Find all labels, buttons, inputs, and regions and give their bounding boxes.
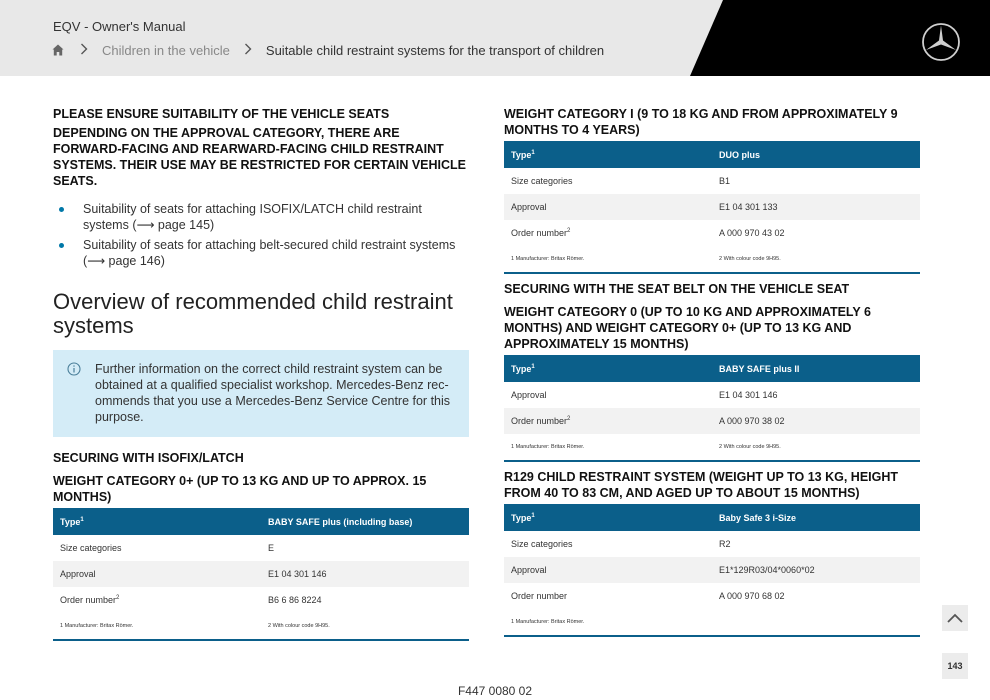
isofix-heading: SECURING WITH ISOFIX/LATCH [53, 451, 244, 465]
footnote: 2 With colour code 9H95. [268, 623, 330, 629]
table-header-row [504, 504, 920, 531]
footnote: 1 Manufacturer: Britax Römer. [511, 256, 585, 262]
breadcrumb-current: Suitable child restraint systems for the transport of children [265, 42, 605, 58]
type-value: BABY SAFE plus (including base) [268, 516, 413, 527]
suitability-list [53, 201, 469, 269]
table-footnote-row [504, 246, 920, 272]
row-value: E [268, 543, 275, 553]
row-label: Approval [60, 569, 96, 579]
table-row [504, 382, 920, 408]
row-label: Order number [511, 416, 568, 426]
mercedes-star-logo[interactable] [921, 22, 961, 62]
page-reference-link[interactable]: (⟶ page 145) [132, 218, 215, 232]
row-label: Size categories [511, 176, 573, 186]
row-value: A 000 970 38 02 [719, 416, 785, 426]
row-value: E1 04 301 146 [268, 569, 327, 579]
footnote: 2 With colour code 9H95. [719, 256, 781, 262]
row-label: Approval [511, 565, 547, 575]
child-seat-table [504, 504, 920, 637]
manual-title: EQV - Owner's Manual [53, 19, 186, 34]
table-row [504, 220, 920, 246]
child-seat-table [504, 141, 920, 274]
child-seat-table [53, 508, 469, 641]
footnote-marker: 2 [567, 416, 571, 422]
type-label: Type [511, 512, 532, 523]
warning-text: DEPENDING ON THE APPROVAL CATEGORY, THERE ARE FORWARD-FACING AND REARWARD-FACING CHILD RESTRAINT SYSTEMS. THEIR USE MAY BE RESTRICTED FOR CERTAIN VEHICLE SEATS. [53, 126, 467, 188]
info-icon [67, 362, 81, 376]
type-value: DUO plus [719, 149, 761, 160]
footnote-marker: 1 [531, 149, 535, 156]
row-label: Order number [511, 591, 568, 601]
row-value: R2 [719, 539, 731, 549]
list-item [53, 237, 469, 269]
type-label: Type [511, 149, 532, 160]
row-value: E1*129R03/04*0060*02 [719, 565, 815, 575]
right-column [504, 106, 920, 637]
table-row [504, 194, 920, 220]
footnote: 1 Manufacturer: Britax Römer. [511, 619, 585, 625]
table-header-row [504, 355, 920, 382]
table-row [53, 535, 469, 561]
footnote: 2 With colour code 9H95. [719, 444, 781, 450]
breadcrumb-link-children[interactable]: Children in the vehicle [102, 42, 230, 58]
row-label: Size categories [511, 539, 573, 549]
table-row [504, 583, 920, 609]
type-value: Baby Safe 3 i-Size [719, 512, 797, 523]
info-box [53, 350, 469, 437]
row-value: A 000 970 43 02 [719, 228, 785, 238]
row-label: Approval [511, 202, 547, 212]
page-number: 143 [942, 653, 968, 679]
seat-belt-heading: SECURING WITH THE SEAT BELT ON THE VEHICLE SEAT [504, 282, 850, 296]
table-row [504, 408, 920, 434]
bullet-icon [59, 243, 64, 248]
table-heading: WEIGHT CATEGORY 0+ (UP TO 13 KG AND UP TO APPROX. 15 MONTHS) [53, 474, 427, 504]
row-value: B1 [719, 176, 731, 186]
type-label: Type [511, 363, 532, 374]
overview-title: Overview of recommended child restraint systems [53, 289, 453, 338]
breadcrumb [52, 41, 604, 59]
table-row [53, 561, 469, 587]
table-row [504, 557, 920, 583]
footnote: 1 Manufacturer: Britax Römer. [511, 444, 585, 450]
info-text: Further information on the correct child restraint system can be obtained at a qualified specialist workshop. Mercedes-Benz rec-ommends that you use a Mercedes-Benz Service Centre for this purpose. [95, 362, 451, 424]
footnote: 1 Manufacturer: Britax Römer. [60, 623, 134, 629]
table-row [504, 168, 920, 194]
figure-code: F447 0080 02 [457, 684, 533, 698]
table-row [53, 587, 469, 613]
type-value: BABY SAFE plus II [719, 363, 800, 374]
footnote-marker: 2 [116, 595, 120, 601]
row-label: Size categories [60, 543, 122, 553]
table-header-row [53, 508, 469, 535]
table-footnote-row [504, 609, 920, 635]
type-label: Type [60, 516, 81, 527]
row-value: B6 6 86 8224 [268, 595, 322, 605]
row-value: E1 04 301 146 [719, 390, 778, 400]
page-reference-link[interactable]: (⟶ page 146) [83, 254, 165, 268]
table-header-row [504, 141, 920, 168]
row-value: A 000 970 68 02 [719, 591, 785, 601]
footnote-marker: 1 [531, 512, 535, 519]
chevron-up-icon [947, 613, 963, 623]
scroll-to-top-button[interactable] [942, 605, 968, 631]
page-header [0, 0, 990, 76]
row-label: Order number [511, 228, 568, 238]
chevron-right-icon [80, 42, 88, 58]
table-row [504, 531, 920, 557]
footnote-marker: 2 [567, 228, 571, 234]
footnote-marker: 1 [531, 363, 535, 370]
table-heading: WEIGHT CATEGORY I (9 TO 18 KG AND FROM APPROXIMATELY 9 MONTHS TO 4 YEARS) [504, 107, 898, 137]
bullet-icon [59, 207, 64, 212]
warning-heading: PLEASE ENSURE SUITABILITY OF THE VEHICLE SEATS [53, 107, 390, 121]
bullet-text: Suitability of seats for attaching ISOFIX/LATCH child restraint systems [83, 202, 422, 232]
list-item [53, 201, 469, 233]
bullet-text: Suitability of seats for attaching belt-secured child restraint systems [83, 238, 456, 252]
table-footnote-row [504, 434, 920, 460]
table-footnote-row [53, 613, 469, 639]
table-heading: WEIGHT CATEGORY 0 (UP TO 10 KG AND APPROXIMATELY 6 MONTHS) AND WEIGHT CATEGORY 0+ (UP TO 13 KG AND APPROXIMATELY 15 MONTHS) [504, 305, 871, 351]
child-seat-table [504, 355, 920, 462]
row-value: E1 04 301 133 [719, 202, 778, 212]
row-label: Order number [60, 595, 117, 605]
home-icon[interactable] [52, 44, 64, 56]
row-label: Approval [511, 390, 547, 400]
left-column [53, 106, 469, 641]
table-heading: R129 CHILD RESTRAINT SYSTEM (WEIGHT UP TO 13 KG, HEIGHT FROM 40 TO 83 CM, AND AGED UP TO ABOUT 15 MONTHS) [504, 470, 899, 500]
footnote-marker: 1 [80, 516, 84, 523]
chevron-right-icon [244, 42, 252, 58]
